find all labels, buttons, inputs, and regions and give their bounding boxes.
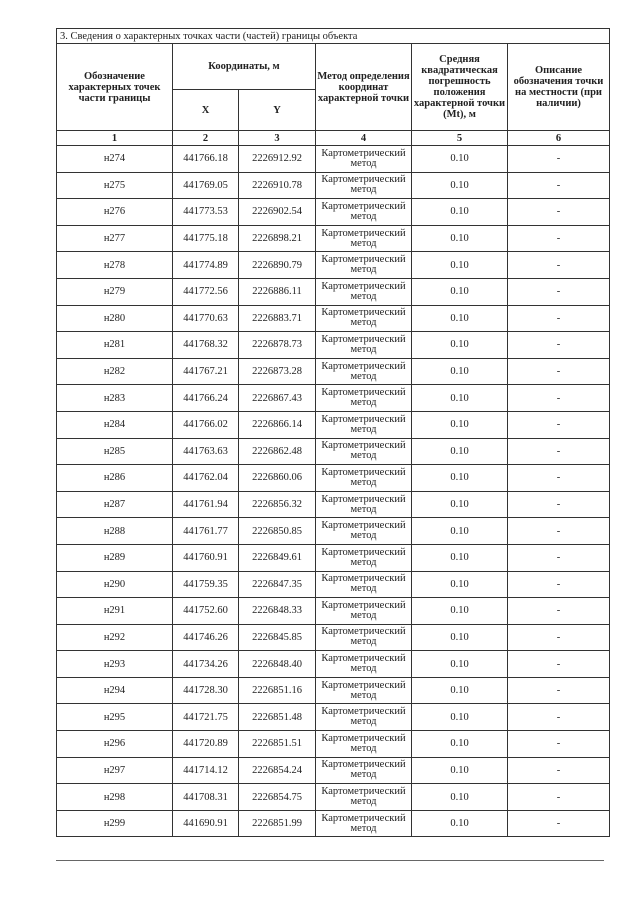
x-cell: 441774.89 [173,252,239,279]
accuracy-cell: 0.10 [412,518,508,545]
accuracy-cell: 0.10 [412,278,508,305]
description-cell: - [508,491,610,518]
point-cell: н282 [57,358,173,385]
point-cell: н290 [57,571,173,598]
table-row [57,624,610,651]
method-cell: Картометрический метод [316,172,412,199]
point-cell: н291 [57,598,173,625]
description-cell: - [508,438,610,465]
method-cell: Картометрический метод [316,731,412,758]
y-cell: 2226856.32 [239,491,316,518]
accuracy-cell: 0.10 [412,571,508,598]
description-cell: - [508,518,610,545]
table-row [57,571,610,598]
method-cell: Картометрический метод [316,305,412,332]
accuracy-cell: 0.10 [412,810,508,837]
point-cell: н287 [57,491,173,518]
header-description: Описание обозначения точки на местности (при наличии) [508,44,610,131]
description-cell: - [508,411,610,438]
y-cell: 2226848.33 [239,598,316,625]
method-cell: Картометрический метод [316,677,412,704]
point-cell: н298 [57,784,173,811]
point-cell: н297 [57,757,173,784]
description-cell: - [508,677,610,704]
y-cell: 2226890.79 [239,252,316,279]
method-cell: Картометрический метод [316,624,412,651]
point-cell: н279 [57,278,173,305]
y-cell: 2226845.85 [239,624,316,651]
point-cell: н293 [57,651,173,678]
x-cell: 441775.18 [173,225,239,252]
x-cell: 441766.24 [173,385,239,412]
x-cell: 441720.89 [173,731,239,758]
x-cell: 441768.32 [173,332,239,359]
method-cell: Картометрический метод [316,704,412,731]
x-cell: 441734.26 [173,651,239,678]
y-cell: 2226910.78 [239,172,316,199]
point-cell: н289 [57,544,173,571]
y-cell: 2226862.48 [239,438,316,465]
method-cell: Картометрический метод [316,651,412,678]
description-cell: - [508,571,610,598]
method-cell: Картометрический метод [316,332,412,359]
method-cell: Картометрический метод [316,252,412,279]
x-cell: 441761.77 [173,518,239,545]
method-cell: Картометрический метод [316,358,412,385]
table-row [57,518,610,545]
point-cell: н280 [57,305,173,332]
table-row [57,146,610,173]
accuracy-cell: 0.10 [412,411,508,438]
description-cell: - [508,358,610,385]
method-cell: Картометрический метод [316,598,412,625]
y-cell: 2226883.71 [239,305,316,332]
accuracy-cell: 0.10 [412,465,508,492]
section-title-row [57,29,610,44]
accuracy-cell: 0.10 [412,544,508,571]
y-cell: 2226898.21 [239,225,316,252]
table-row [57,225,610,252]
method-cell: Картометрический метод [316,438,412,465]
x-cell: 441772.56 [173,278,239,305]
x-cell: 441766.02 [173,411,239,438]
table-row [57,704,610,731]
method-cell: Картометрический метод [316,810,412,837]
accuracy-cell: 0.10 [412,172,508,199]
y-cell: 2226849.61 [239,544,316,571]
x-cell: 441708.31 [173,784,239,811]
table-row [57,358,610,385]
section-title: 3. Сведения о характерных точках части (частей) границы объекта [57,29,610,44]
table-row [57,385,610,412]
description-cell: - [508,624,610,651]
accuracy-cell: 0.10 [412,757,508,784]
point-cell: н283 [57,385,173,412]
description-cell: - [508,810,610,837]
point-cell: н296 [57,731,173,758]
y-cell: 2226851.99 [239,810,316,837]
description-cell: - [508,704,610,731]
accuracy-cell: 0.10 [412,624,508,651]
point-cell: н274 [57,146,173,173]
table-row [57,731,610,758]
method-cell: Картометрический метод [316,544,412,571]
table-row [57,651,610,678]
point-cell: н285 [57,438,173,465]
x-cell: 441763.63 [173,438,239,465]
method-cell: Картометрический метод [316,465,412,492]
accuracy-cell: 0.10 [412,491,508,518]
column-number: 4 [316,131,412,146]
table-row [57,172,610,199]
accuracy-cell: 0.10 [412,598,508,625]
table-row [57,757,610,784]
x-cell: 441690.91 [173,810,239,837]
table-row [57,677,610,704]
y-cell: 2226851.16 [239,677,316,704]
point-cell: н278 [57,252,173,279]
y-cell: 2226886.11 [239,278,316,305]
accuracy-cell: 0.10 [412,332,508,359]
description-cell: - [508,252,610,279]
table-row [57,252,610,279]
description-cell: - [508,172,610,199]
header-x: X [173,90,239,131]
description-cell: - [508,651,610,678]
header-point-designation: Обозначение характерных точек части границы [57,44,173,131]
method-cell: Картометрический метод [316,385,412,412]
table-row [57,784,610,811]
method-cell: Картометрический метод [316,784,412,811]
column-number: 1 [57,131,173,146]
method-cell: Картометрический метод [316,518,412,545]
x-cell: 441769.05 [173,172,239,199]
boundary-points-table [56,28,610,837]
accuracy-cell: 0.10 [412,731,508,758]
y-cell: 2226850.85 [239,518,316,545]
accuracy-cell: 0.10 [412,651,508,678]
point-cell: н277 [57,225,173,252]
accuracy-cell: 0.10 [412,677,508,704]
y-cell: 2226878.73 [239,332,316,359]
x-cell: 441762.04 [173,465,239,492]
y-cell: 2226860.06 [239,465,316,492]
description-cell: - [508,305,610,332]
description-cell: - [508,731,610,758]
footer-divider [56,860,604,861]
method-cell: Картометрический метод [316,491,412,518]
table-row [57,199,610,226]
description-cell: - [508,757,610,784]
point-cell: н299 [57,810,173,837]
x-cell: 441714.12 [173,757,239,784]
accuracy-cell: 0.10 [412,225,508,252]
x-cell: 441728.30 [173,677,239,704]
y-cell: 2226851.51 [239,731,316,758]
table-row [57,411,610,438]
description-cell: - [508,385,610,412]
x-cell: 441770.63 [173,305,239,332]
x-cell: 441721.75 [173,704,239,731]
method-cell: Картометрический метод [316,411,412,438]
point-cell: н286 [57,465,173,492]
column-number: 2 [173,131,239,146]
y-cell: 2226854.75 [239,784,316,811]
column-number: 6 [508,131,610,146]
accuracy-cell: 0.10 [412,199,508,226]
point-cell: н284 [57,411,173,438]
column-number: 5 [412,131,508,146]
point-cell: н288 [57,518,173,545]
method-cell: Картометрический метод [316,225,412,252]
header-method: Метод определения координат характерной точки [316,44,412,131]
point-cell: н295 [57,704,173,731]
method-cell: Картометрический метод [316,571,412,598]
x-cell: 441773.53 [173,199,239,226]
header-y: Y [239,90,316,131]
x-cell: 441761.94 [173,491,239,518]
header-accuracy: Средняя квадратическая погрешность положения характерной точки (Mt), м [412,44,508,131]
description-cell: - [508,278,610,305]
y-cell: 2226867.43 [239,385,316,412]
x-cell: 441767.21 [173,358,239,385]
table-row [57,465,610,492]
y-cell: 2226912.92 [239,146,316,173]
method-cell: Картометрический метод [316,146,412,173]
accuracy-cell: 0.10 [412,305,508,332]
description-cell: - [508,225,610,252]
x-cell: 441746.26 [173,624,239,651]
table-row [57,810,610,837]
y-cell: 2226873.28 [239,358,316,385]
y-cell: 2226847.35 [239,571,316,598]
y-cell: 2226848.40 [239,651,316,678]
description-cell: - [508,598,610,625]
accuracy-cell: 0.10 [412,252,508,279]
accuracy-cell: 0.10 [412,438,508,465]
method-cell: Картометрический метод [316,278,412,305]
accuracy-cell: 0.10 [412,358,508,385]
table-row [57,544,610,571]
method-cell: Картометрический метод [316,757,412,784]
x-cell: 441760.91 [173,544,239,571]
accuracy-cell: 0.10 [412,146,508,173]
table-row [57,491,610,518]
description-cell: - [508,146,610,173]
point-cell: н275 [57,172,173,199]
x-cell: 441752.60 [173,598,239,625]
header-coordinates: Координаты, м [173,44,316,90]
table-row [57,598,610,625]
description-cell: - [508,332,610,359]
y-cell: 2226866.14 [239,411,316,438]
x-cell: 441759.35 [173,571,239,598]
accuracy-cell: 0.10 [412,385,508,412]
y-cell: 2226902.54 [239,199,316,226]
point-cell: н294 [57,677,173,704]
table-row [57,278,610,305]
column-number: 3 [239,131,316,146]
table-row [57,332,610,359]
point-cell: н281 [57,332,173,359]
column-numbers-row [57,131,610,146]
description-cell: - [508,784,610,811]
description-cell: - [508,465,610,492]
accuracy-cell: 0.10 [412,704,508,731]
document-sheet [56,28,609,837]
point-cell: н276 [57,199,173,226]
table-row [57,305,610,332]
accuracy-cell: 0.10 [412,784,508,811]
y-cell: 2226851.48 [239,704,316,731]
header-row-1 [57,44,610,90]
table-row [57,438,610,465]
y-cell: 2226854.24 [239,757,316,784]
method-cell: Картометрический метод [316,199,412,226]
description-cell: - [508,544,610,571]
point-cell: н292 [57,624,173,651]
description-cell: - [508,199,610,226]
x-cell: 441766.18 [173,146,239,173]
